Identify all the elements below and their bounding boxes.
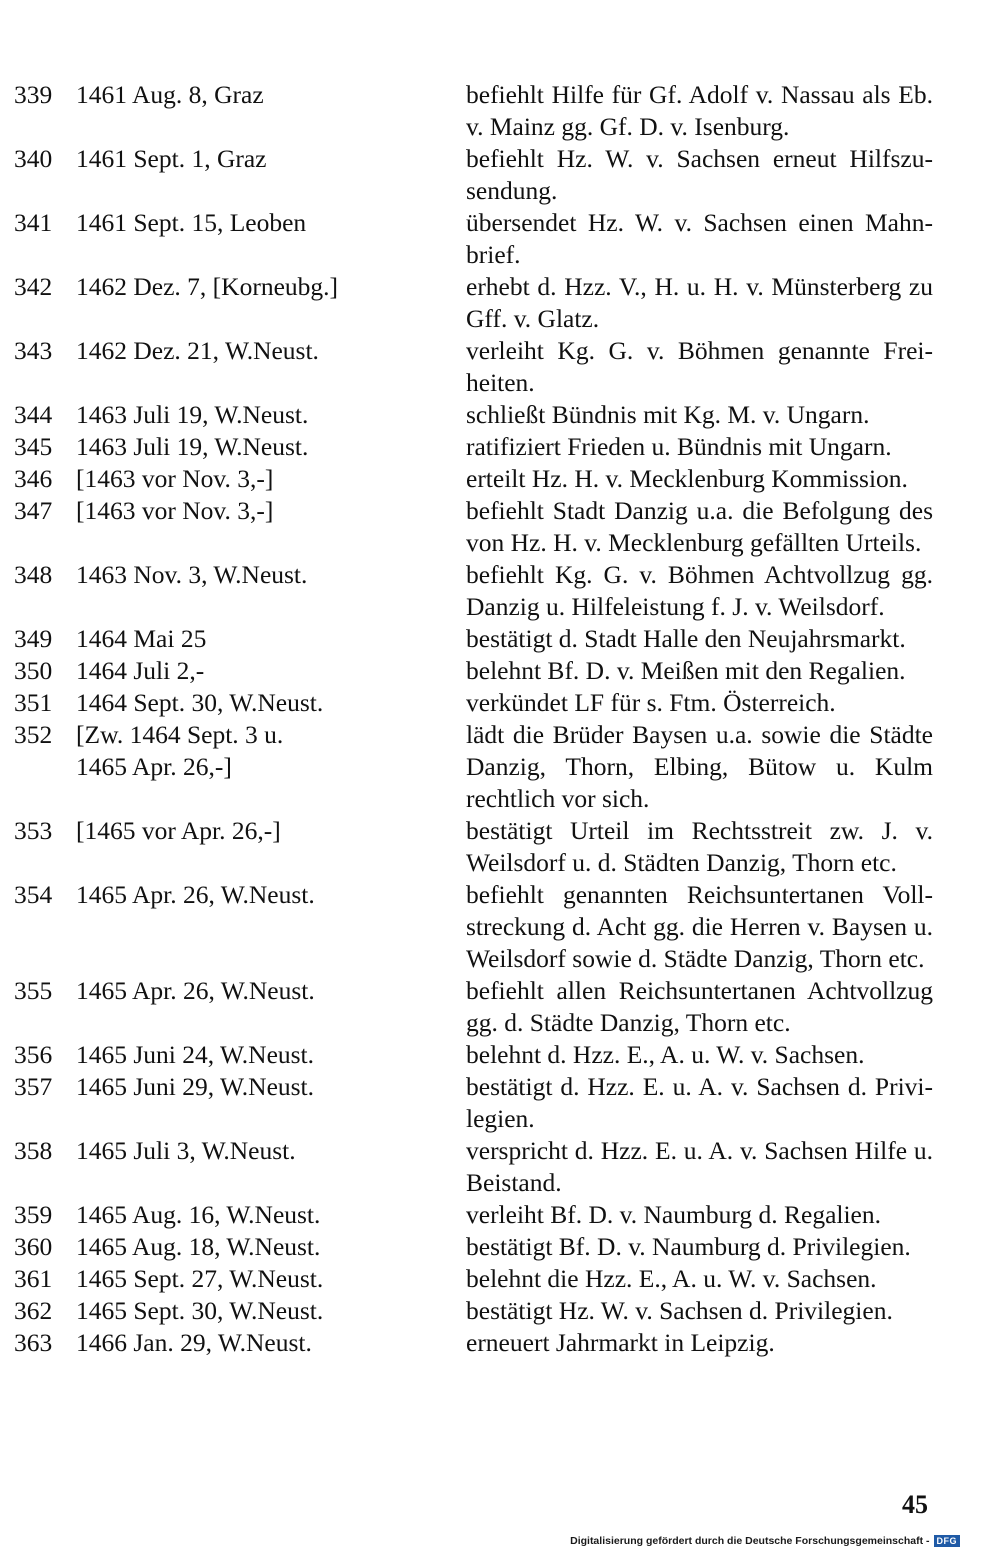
- entry-number: 355: [14, 976, 53, 1005]
- entry-date-line: [Zw. 1464 Sept. 3 u.: [76, 720, 284, 749]
- entry-date-place: [76, 559, 466, 591]
- entry-description: erneuert Jahrmarkt in Leipzig.: [466, 1328, 775, 1357]
- entry-date-place: [76, 399, 466, 431]
- entry-date-place: [76, 1071, 466, 1103]
- register-entry: [14, 815, 934, 879]
- entry-date-place: [76, 271, 466, 303]
- entry-number: 348: [14, 560, 53, 589]
- register-entry: [14, 495, 934, 559]
- entry-description: bestätigt d. Hzz. E. u. A. v. Sachsen d. Privilegien.: [466, 1072, 933, 1133]
- entry-date-line: 1465 Sept. 27, W.Neust.: [76, 1264, 324, 1293]
- register-entry: [14, 1199, 934, 1231]
- entry-description: ratifiziert Frieden u. Bündnis mit Ungarn.: [466, 432, 892, 461]
- entry-number: 341: [14, 208, 53, 237]
- entry-date-line: 1463 Juli 19, W.Neust.: [76, 400, 309, 429]
- entry-description: befiehlt Hilfe für Gf. Adolf v. Nassau als Eb. v. Mainz gg. Gf. D. v. Isenburg.: [466, 80, 933, 141]
- entry-number: 350: [14, 656, 53, 685]
- entry-description: verleiht Bf. D. v. Naumburg d. Regalien.: [466, 1200, 881, 1229]
- entry-date-line: 1461 Sept. 1, Graz: [76, 144, 267, 173]
- entry-number: 346: [14, 464, 53, 493]
- entry-date-line: 1465 Juni 24, W.Neust.: [76, 1040, 315, 1069]
- entry-date-line: 1461 Aug. 8, Graz: [76, 80, 264, 109]
- entry-number: 362: [14, 1296, 53, 1325]
- entry-description: lädt die Brüder Baysen u.a. sowie die Städte Danzig, Thorn, Elbing, Bütow u. Kulm rechtlich vor sich.: [466, 720, 933, 813]
- entry-date-line: [1463 vor Nov. 3,-]: [76, 496, 274, 525]
- entry-date-line: 1462 Dez. 7, [Korneubg.]: [76, 272, 339, 301]
- entry-date-line: 1465 Aug. 16, W.Neust.: [76, 1200, 321, 1229]
- entry-number: 343: [14, 336, 53, 365]
- register-entry: [14, 1327, 934, 1359]
- entry-description: befiehlt Stadt Danzig u.a. die Befolgung des von Hz. H. v. Mecklenburg gefällten Urteils.: [466, 496, 933, 557]
- entry-number: 347: [14, 496, 53, 525]
- entry-number: 345: [14, 432, 53, 461]
- entry-description: verspricht d. Hzz. E. u. A. v. Sachsen Hilfe u. Beistand.: [466, 1136, 933, 1197]
- regest-register: [14, 79, 934, 1359]
- register-entry: [14, 1071, 934, 1135]
- entry-date-line: 1465 Apr. 26,-]: [76, 752, 232, 781]
- entry-number: 340: [14, 144, 53, 173]
- entry-date-place: [76, 1231, 466, 1263]
- entry-number: 344: [14, 400, 53, 429]
- page-number: 45: [902, 1490, 928, 1519]
- entry-description: übersendet Hz. W. v. Sachsen einen Mahnbrief.: [466, 208, 933, 269]
- footer-text: Digitalisierung gefördert durch die Deutsche Forschungsgemeinschaft -: [570, 1535, 930, 1547]
- entry-number: 339: [14, 80, 53, 109]
- register-entry: [14, 559, 934, 623]
- entry-number: 357: [14, 1072, 53, 1101]
- entry-date-line: 1465 Aug. 18, W.Neust.: [76, 1232, 321, 1261]
- register-entry: [14, 79, 934, 143]
- entry-description: erhebt d. Hzz. V., H. u. H. v. Münsterberg zu Gff. v. Glatz.: [466, 272, 933, 333]
- entry-date-line: 1464 Mai 25: [76, 624, 207, 653]
- entry-number: 352: [14, 720, 53, 749]
- entry-date-place: [76, 335, 466, 367]
- entry-date-place: [76, 79, 466, 111]
- entry-date-place: [76, 655, 466, 687]
- entry-number: 354: [14, 880, 53, 909]
- register-entry: [14, 1231, 934, 1263]
- entry-description: bestätigt Urteil im Rechtsstreit zw. J. v. Weilsdorf u. d. Städten Danzig, Thorn etc.: [466, 816, 933, 877]
- entry-date-line: 1465 Sept. 30, W.Neust.: [76, 1296, 324, 1325]
- register-entry: [14, 623, 934, 655]
- entry-date-place: [76, 687, 466, 719]
- footer-credit: [570, 1535, 960, 1547]
- register-entry: [14, 1135, 934, 1199]
- register-entry: [14, 879, 934, 975]
- register-entry: [14, 655, 934, 687]
- entry-description: befiehlt allen Reichsuntertanen Achtvollzug gg. d. Städte Danzig, Thorn etc.: [466, 976, 933, 1037]
- entry-description: schließt Bündnis mit Kg. M. v. Ungarn.: [466, 400, 870, 429]
- register-entry: [14, 1295, 934, 1327]
- entry-description: verkündet LF für s. Ftm. Österreich.: [466, 688, 836, 717]
- entry-date-line: 1464 Sept. 30, W.Neust.: [76, 688, 324, 717]
- register-entry: [14, 687, 934, 719]
- entry-date-place: [76, 1039, 466, 1071]
- entry-date-line: 1463 Nov. 3, W.Neust.: [76, 560, 308, 589]
- entry-date-line: 1465 Apr. 26, W.Neust.: [76, 880, 315, 909]
- register-entry: [14, 335, 934, 399]
- entry-date-place: [76, 975, 466, 1007]
- entry-number: 361: [14, 1264, 53, 1293]
- entry-number: 353: [14, 816, 53, 845]
- entry-number: 363: [14, 1328, 53, 1357]
- entry-date-line: [1463 vor Nov. 3,-]: [76, 464, 274, 493]
- register-entry: [14, 271, 934, 335]
- entry-description: bestätigt Hz. W. v. Sachsen d. Privilegien.: [466, 1296, 893, 1325]
- register-entry: [14, 1263, 934, 1295]
- entry-number: 349: [14, 624, 53, 653]
- entry-date-place: [76, 719, 466, 783]
- entry-date-line: 1465 Juni 29, W.Neust.: [76, 1072, 315, 1101]
- entry-number: 358: [14, 1136, 53, 1165]
- entry-date-line: [1465 vor Apr. 26,-]: [76, 816, 281, 845]
- entry-number: 356: [14, 1040, 53, 1069]
- register-entry: [14, 719, 934, 815]
- entry-date-place: [76, 1263, 466, 1295]
- entry-date-place: [76, 1135, 466, 1167]
- entry-description: verleiht Kg. G. v. Böhmen genannte Freiheiten.: [466, 336, 933, 397]
- entry-date-place: [76, 815, 466, 847]
- entry-number: 359: [14, 1200, 53, 1229]
- entry-date-place: [76, 431, 466, 463]
- entry-description: befiehlt genannten Reichsuntertanen Vollstreckung d. Acht gg. die Herren v. Baysen u. Weilsdorf sowie d. Städte Danzig, Thorn etc.: [466, 880, 933, 973]
- register-entry: [14, 399, 934, 431]
- register-entry: [14, 431, 934, 463]
- entry-date-line: 1461 Sept. 15, Leoben: [76, 208, 307, 237]
- entry-date-line: 1465 Juli 3, W.Neust.: [76, 1136, 296, 1165]
- register-entry: [14, 1039, 934, 1071]
- entry-description: bestätigt Bf. D. v. Naumburg d. Privilegien.: [466, 1232, 911, 1261]
- entry-number: 351: [14, 688, 53, 717]
- entry-date-place: [76, 1295, 466, 1327]
- entry-description: belehnt Bf. D. v. Meißen mit den Regalien.: [466, 656, 906, 685]
- register-entry: [14, 975, 934, 1039]
- entry-description: belehnt die Hzz. E., A. u. W. v. Sachsen.: [466, 1264, 877, 1293]
- entry-date-place: [76, 879, 466, 911]
- entry-number: 360: [14, 1232, 53, 1261]
- register-entry: [14, 463, 934, 495]
- entry-description: befiehlt Kg. G. v. Böhmen Achtvollzug gg. Danzig u. Hilfeleistung f. J. v. Weilsdorf.: [466, 560, 933, 621]
- entry-date-line: 1462 Dez. 21, W.Neust.: [76, 336, 319, 365]
- register-entry: [14, 143, 934, 207]
- entry-date-place: [76, 143, 466, 175]
- entry-date-place: [76, 463, 466, 495]
- entry-description: belehnt d. Hzz. E., A. u. W. v. Sachsen.: [466, 1040, 865, 1069]
- entry-date-line: 1463 Juli 19, W.Neust.: [76, 432, 309, 461]
- entry-date-line: 1464 Juli 2,-: [76, 656, 205, 685]
- entry-date-line: 1466 Jan. 29, W.Neust.: [76, 1328, 312, 1357]
- entry-date-place: [76, 623, 466, 655]
- entry-description: bestätigt d. Stadt Halle den Neujahrsmarkt.: [466, 624, 906, 653]
- entry-date-place: [76, 207, 466, 239]
- entry-description: erteilt Hz. H. v. Mecklenburg Kommission.: [466, 464, 908, 493]
- register-entry: [14, 207, 934, 271]
- entry-number: 342: [14, 272, 53, 301]
- entry-description: befiehlt Hz. W. v. Sachsen erneut Hilfszusendung.: [466, 144, 933, 205]
- entry-date-place: [76, 1327, 466, 1359]
- entry-date-place: [76, 1199, 466, 1231]
- entry-date-line: 1465 Apr. 26, W.Neust.: [76, 976, 315, 1005]
- dfg-logo: DFG: [934, 1535, 961, 1547]
- entry-date-place: [76, 495, 466, 527]
